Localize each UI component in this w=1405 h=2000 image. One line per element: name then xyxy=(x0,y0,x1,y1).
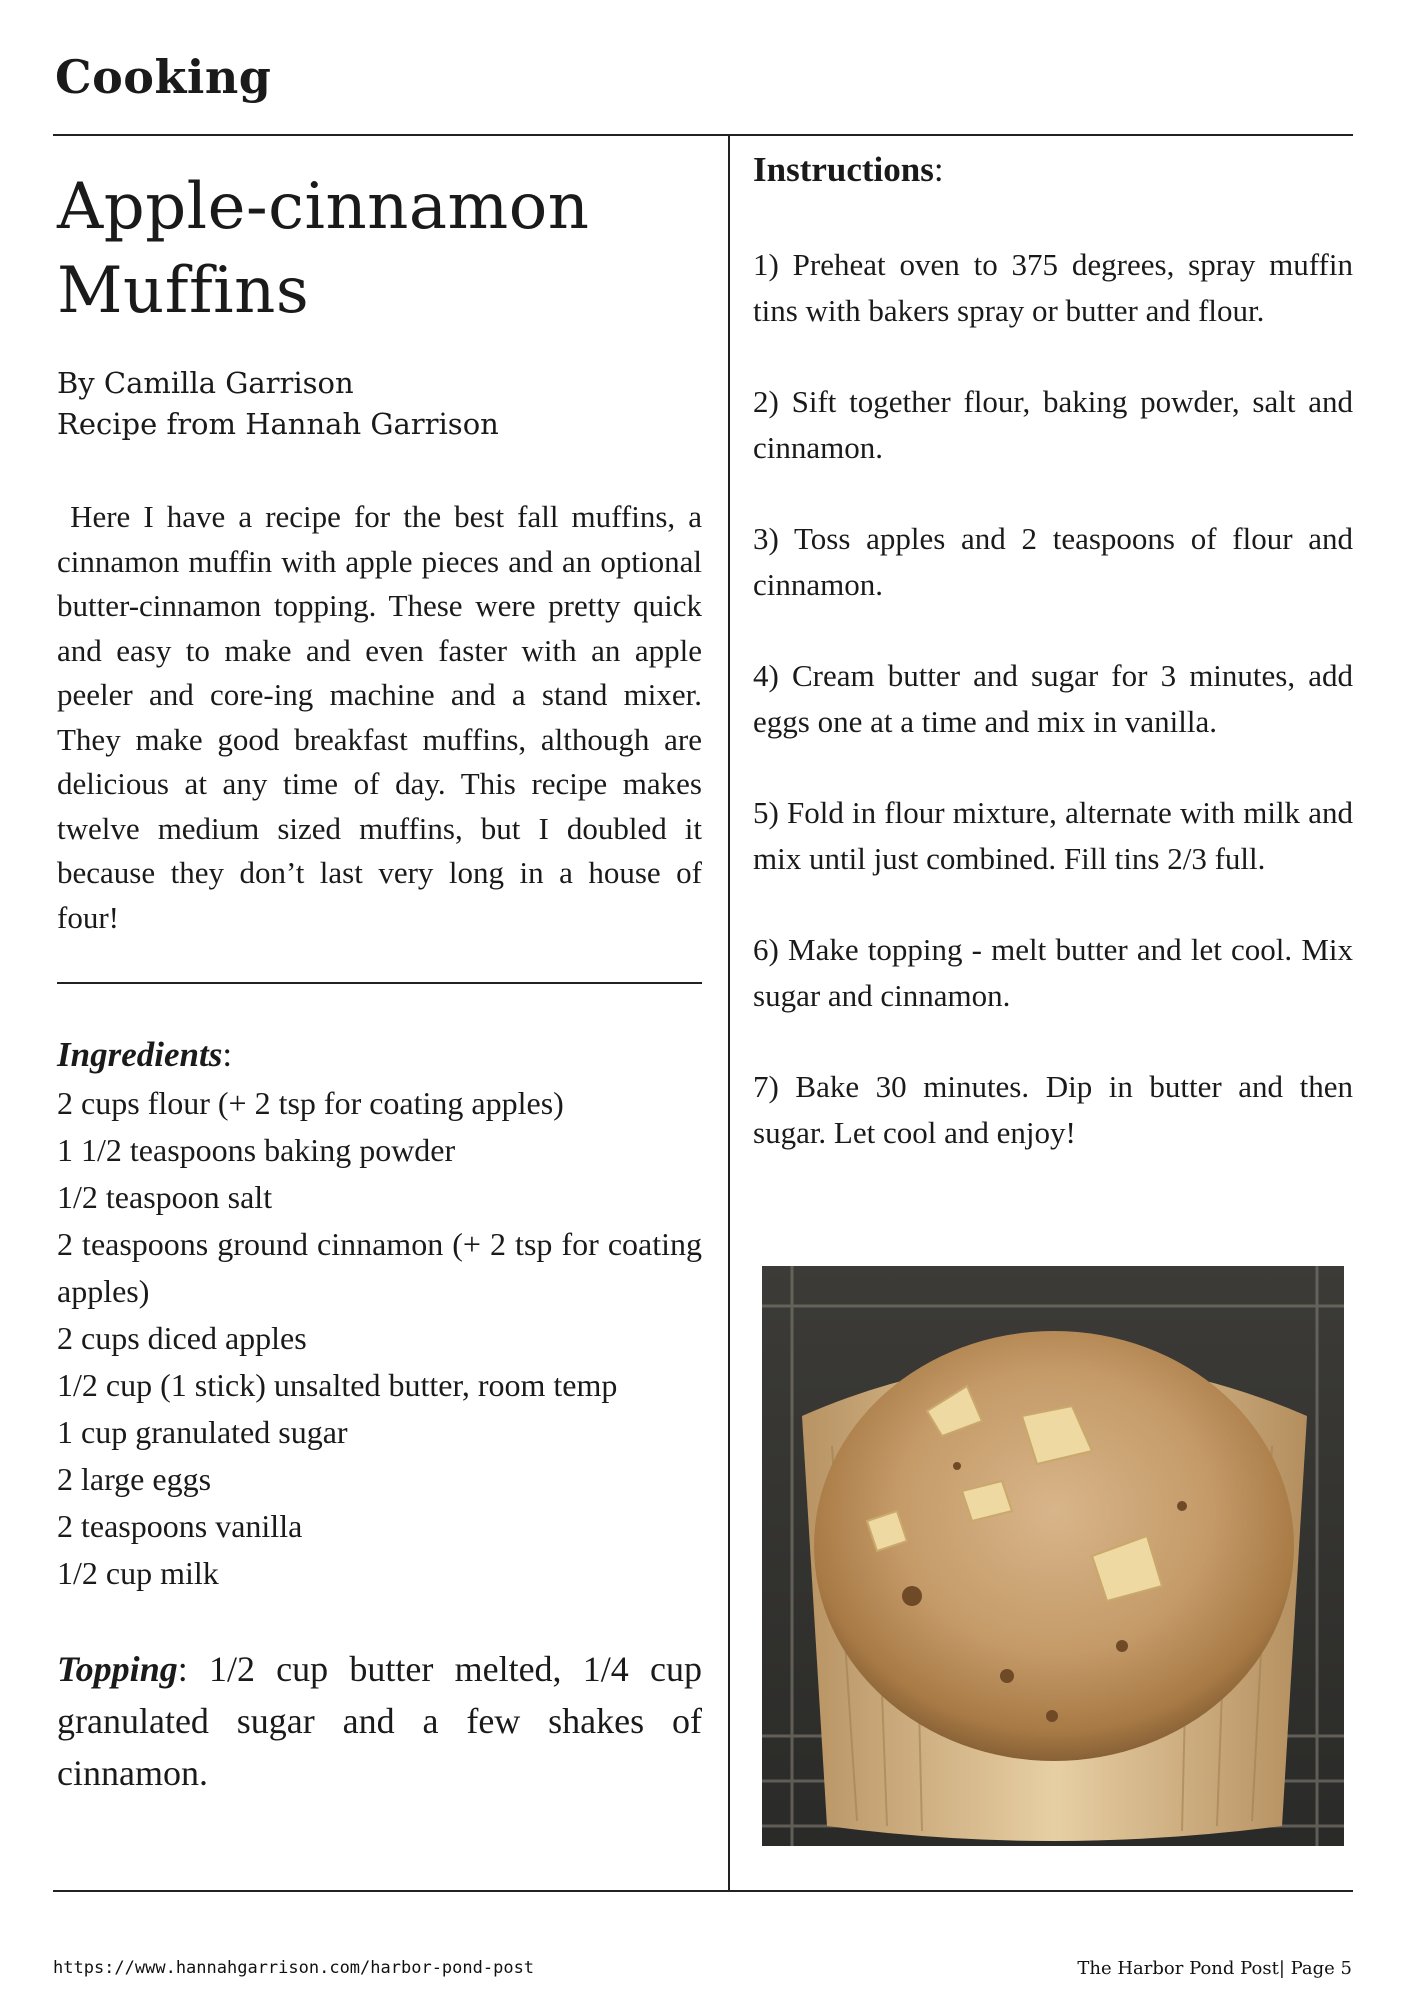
instruction-step: 6) Make topping - melt butter and let cool. Mix sugar and cinnamon. xyxy=(753,932,1353,1013)
ingredients-list xyxy=(57,1080,702,1597)
intro-paragraph xyxy=(57,495,702,940)
instruction-step: 7) Bake 30 minutes. Dip in butter and then sugar. Let cool and enjoy! xyxy=(753,1069,1353,1150)
topping-text: 1/2 cup butter melted, 1/4 cup granulated sugar and a few shakes of cinnamon. xyxy=(57,1649,702,1793)
footer-url[interactable]: https://www.hannahgarrison.com/harbor-pond-post xyxy=(53,1958,535,1978)
ingredient-item: 2 teaspoons ground cinnamon (+ 2 tsp for coating apples) xyxy=(57,1226,702,1309)
intro-text: Here I have a recipe for the best fall muffins, a cinnamon muffin with apple pieces and an optional butter-cinnamon topping. These were pretty quick and easy to make and even faster with an apple peeler and core-ing machine and a stand mixer. They make good breakfast muffins, although are delicious at any time of day. This recipe makes twelve medium sized muffins, but I doubled it because they don’t last very long in a house of four! xyxy=(57,499,702,935)
muffin-photo xyxy=(762,1266,1344,1846)
muffin-image xyxy=(762,1266,1344,1846)
instruction-step: 2) Sift together flour, baking powder, salt and cinnamon. xyxy=(753,384,1353,465)
recipe-title: Apple-cinnamon Muffins xyxy=(57,170,590,328)
ingredient-item: 2 cups diced apples xyxy=(57,1320,307,1356)
recipe-header xyxy=(57,165,702,971)
topping-section: Topping: 1/2 cup butter melted, 1/4 cup granulated sugar and a few shakes of cinnamon. xyxy=(57,1649,702,1793)
topping-heading: Topping xyxy=(57,1649,178,1689)
author-line: By Camilla Garrison xyxy=(57,366,354,400)
ingredient-item: 2 large eggs xyxy=(57,1461,212,1497)
ingredient-item: 1 cup granulated sugar xyxy=(57,1414,348,1450)
column-divider xyxy=(728,134,730,1890)
intro-divider xyxy=(57,982,702,984)
ingredient-item: 2 teaspoons vanilla xyxy=(57,1508,303,1544)
instruction-step: 4) Cream butter and sugar for 3 minutes, add eggs one at a time and mix in vanilla. xyxy=(753,658,1353,739)
footer-publication: The Harbor Pond Post xyxy=(1077,1958,1279,1979)
ingredient-item: 1 1/2 teaspoons baking powder xyxy=(57,1132,456,1168)
source-line: Recipe from Hannah Garrison xyxy=(57,407,499,441)
ingredients-section xyxy=(57,1030,702,1597)
section-title: Cooking xyxy=(55,50,272,104)
instruction-step: 5) Fold in flour mixture, alternate with milk and mix until just combined. Fill tins 2/3 full. xyxy=(753,795,1353,876)
ingredient-item: 1/2 cup (1 stick) unsalted butter, room temp xyxy=(57,1367,618,1403)
instruction-step: 3) Toss apples and 2 teaspoons of flour and cinnamon. xyxy=(753,521,1353,602)
footer-publication-page: The Harbor Pond Post| Page 5 xyxy=(1077,1958,1352,1979)
header-divider xyxy=(53,134,1353,136)
ingredient-item: 2 cups flour (+ 2 tsp for coating apples) xyxy=(57,1085,564,1121)
instructions-heading: Instructions: xyxy=(753,150,944,189)
footer-page-number: Page 5 xyxy=(1290,1958,1352,1979)
ingredient-item: 1/2 cup milk xyxy=(57,1555,219,1591)
ingredient-item: 1/2 teaspoon salt xyxy=(57,1179,273,1215)
footer-divider xyxy=(53,1890,1353,1892)
instructions-list xyxy=(753,242,1353,1155)
byline xyxy=(57,363,702,445)
instructions-section xyxy=(753,145,1353,1155)
instruction-step: 1) Preheat oven to 375 degrees, spray muffin tins with bakers spray or butter and flour. xyxy=(753,247,1353,328)
ingredients-heading: Ingredients: xyxy=(57,1035,233,1074)
